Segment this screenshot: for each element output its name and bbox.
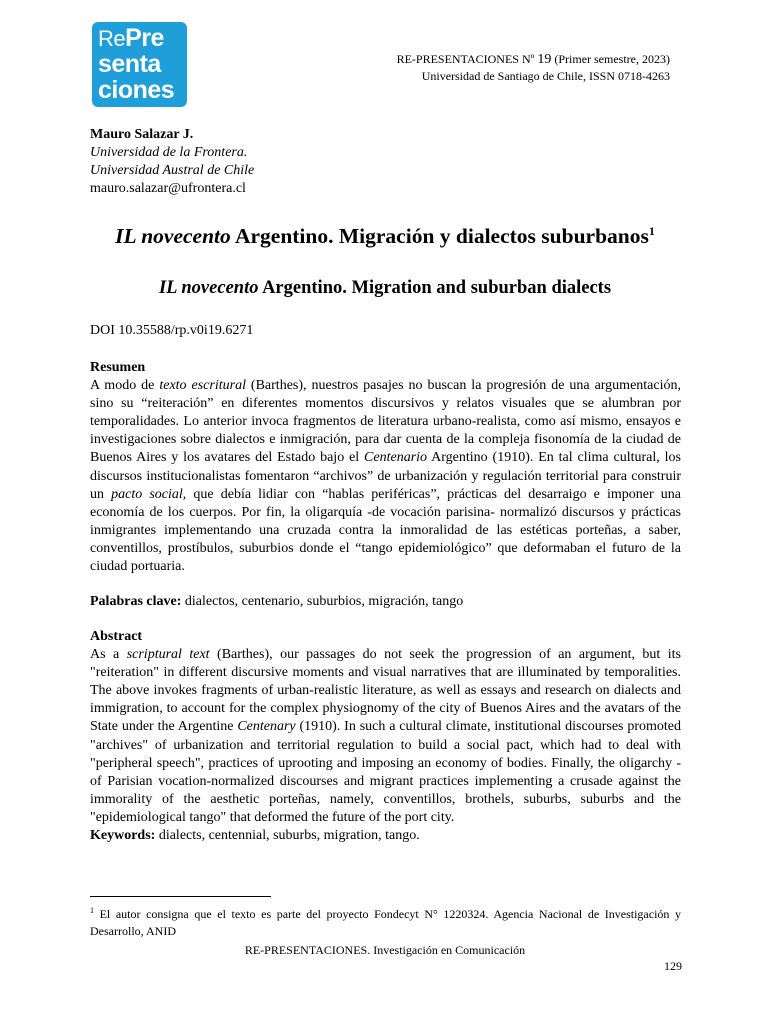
- resumen-text: (Barthes), nuestros pasajes no buscan la progresión de una argumentación, sino su “reiteración” en diferentes momentos discursivos y relatos visuales que se alumbran por temporalidades. Lo anterior invoca fragmentos de literatura urbano-realista, como así mismo, ensayos e investigaciones sobre dialectos e inmigración, para dar cuenta de la compleja fisonomía de la ciudad de Buenos Aires y los avatares del Estado bajo el: [90, 378, 681, 466]
- doi[interactable]: DOI 10.35588/rp.v0i19.6271: [90, 323, 254, 338]
- palabras-clave-label: Palabras clave:: [90, 594, 182, 609]
- page-number: 129: [664, 959, 682, 973]
- palabras-clave-text: dialectos, centenario, suburbios, migración, tango: [181, 594, 464, 609]
- title-italic: IL novecento: [115, 224, 231, 249]
- author-email[interactable]: mauro.salazar@ufrontera.cl: [90, 181, 246, 196]
- author-name: Mauro Salazar J.: [90, 127, 194, 142]
- resumen-body: [90, 377, 681, 576]
- author-block: [90, 126, 254, 198]
- abstract-section: [90, 628, 681, 845]
- abstract-italic: Centenary: [237, 719, 296, 735]
- resumen-text: A modo de: [90, 378, 160, 394]
- keywords-text: dialects, centennial, suburbs, migration, tango.: [155, 828, 420, 844]
- resumen-heading: Resumen: [90, 360, 146, 375]
- resumen-italic: pacto social: [111, 486, 183, 502]
- palabras-clave: [90, 593, 681, 611]
- abstract-text: (1910). In such a cultural climate, institutional discourses promoted "archives" of urbanization and territorial regulation to build a social pact, which had to deal with "peripheral speech", practices of uprooting and imposing an economy of bodies. Finally, the oligarchy -of Parisian vocation-normalized discourses and migrant practices implementing a crusade against the immorality of the aesthetic porteñas, namely, conventillos, brothels, suburbs, suburbs and the "epidemiological tango" that deformed the future of the port city.: [90, 719, 681, 825]
- keywords: [90, 827, 681, 845]
- keywords-label: Keywords:: [90, 828, 156, 844]
- abstract-italic: scriptural text: [126, 647, 210, 663]
- issue-period: (Primer semestre, 2023): [554, 52, 670, 66]
- logo-text-senta: senta: [98, 50, 161, 78]
- subtitle-text: Argentino. Migration and suburban dialects: [258, 278, 612, 298]
- resumen-text: , que debía lidiar con “hablas periféricas”, prácticas del desarraigo e imponer una economía de los cuerpos. Por fin, la oligarquía -de vocación parisina- normalizó discursos y prácticas inmigrantes implementando una cruzada contra la inmoralidad de las estéticas porteñas, a saber, conventillos, prostíbulos, suburbios donde el “tango epidemiológico” que deformaban el futuro de la ciudad portuaria.: [90, 486, 682, 575]
- footnote: [90, 902, 681, 940]
- logo-text-ciones: ciones: [98, 76, 175, 104]
- journal-name: RE-PRESENTACIONES Nº: [396, 52, 535, 66]
- author-affiliation-2: Universidad Austral de Chile: [90, 163, 255, 178]
- subtitle-italic: IL novecento: [158, 278, 259, 298]
- title-text: Argentino. Migración y dialectos suburbanos: [230, 224, 649, 249]
- resumen-italic: texto escritural: [159, 378, 246, 394]
- author-affiliation-1: Universidad de la Frontera.: [90, 145, 248, 160]
- title-footnote-mark[interactable]: 1: [648, 224, 655, 238]
- abstract-text: (Barthes), our passages do not seek the progression of an argument, but its "reiteration" in different discursive moments and visual narratives that are illuminated by temporalities. The above invokes fragments of urban-realistic literature, as well as essays and research on dialects and immigration, to account for the complex physiognomy of the city of Buenos Aires and the avatars of the State under the Argentine: [90, 647, 681, 735]
- page-footer: RE-PRESENTACIONES. Investigación en Comunicación: [244, 943, 526, 957]
- paper-title: [0, 224, 770, 249]
- footnote-mark: 1: [90, 906, 94, 915]
- journal-institution: Universidad de Santiago de Chile, ISSN 0718-4263: [421, 69, 670, 83]
- footnote-divider: [90, 896, 271, 897]
- issue-number: 19: [537, 52, 552, 67]
- paper-subtitle: [0, 278, 770, 299]
- journal-header: [397, 51, 670, 85]
- abstract-text: As a: [90, 647, 127, 663]
- abstract-body: [90, 646, 681, 827]
- journal-logo: [92, 22, 187, 107]
- logo-text-pre: Pre: [125, 24, 164, 52]
- footnote-text: El autor consigna que el texto es parte del proyecto Fondecyt N° 1220324. Agencia Nacional de Investigación y Desarrollo, ANID: [90, 907, 681, 938]
- resumen-section: [90, 359, 681, 576]
- resumen-italic: Centenario: [364, 450, 428, 466]
- logo-text-re: Re: [98, 26, 126, 51]
- abstract-heading: Abstract: [90, 629, 143, 644]
- resumen-text: Argentino (1910). En tal clima cultural, los discursos institucionalistas fomentaron “archivos” de urbanización y regulación territorial para construir un: [90, 450, 681, 502]
